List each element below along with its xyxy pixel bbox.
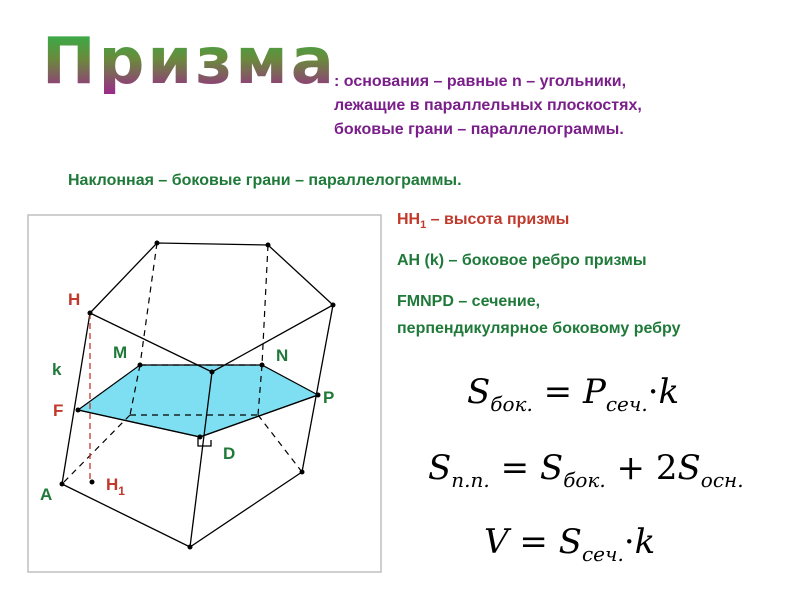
point-D [198,435,203,440]
point-H [88,311,93,316]
edge-AH [62,313,90,484]
f2-S: S [428,448,452,488]
f2-sub2: бок. [563,467,606,492]
label-H1-main: H [106,475,119,494]
vertex-top-3 [331,303,336,308]
vertex-bottom-2 [300,470,305,475]
label-H: H [68,290,81,309]
f1-dot: · [647,372,659,412]
definition-line-1: : основания – равные n – угольники, [334,73,627,90]
height-prefix: HH [397,211,421,228]
f2-S3: S [677,448,701,488]
inclined-prism-text: Наклонная – боковые грани – параллелограммы. [68,172,462,189]
formula-volume [484,522,655,566]
point-P [316,393,321,398]
f2-sub1: п.п. [451,467,490,492]
f1-k: k [658,372,680,412]
definition-line-3: боковые грани – параллелограммы. [334,121,624,138]
height-sub: 1 [420,219,427,232]
hidden-base-3 [258,415,302,472]
f1-eq: = [532,372,583,412]
f3-dot: · [623,522,635,562]
formula-lateral-area [467,372,679,416]
formula-full-area [428,448,744,492]
vertex-top-1 [155,241,160,246]
point-N [260,363,265,368]
label-F: F [53,401,64,420]
definition-line-2: лежащие в параллельных плоскостях, [334,97,642,114]
vertex-bottom-1 [188,545,193,550]
label-M: M [113,343,128,362]
label-k: k [52,360,62,379]
f1-P: P [582,372,606,412]
f3-V: V [484,522,509,562]
f3-S: S [558,522,582,562]
point-M [138,363,143,368]
f1-S: S [467,372,491,412]
section-text-1: FMNPD – сечение, [397,293,541,310]
label-D: D [223,444,236,463]
point-A [60,482,65,487]
label-H1 [106,475,125,498]
hidden-edge-3 [262,245,268,365]
f2-S2: S [539,448,564,488]
vertex-top-2 [266,243,271,248]
f3-sub1: сеч. [581,541,624,566]
label-N: N [276,346,289,365]
label-P: P [323,388,335,407]
f2-eq: = [489,448,540,488]
vertex-top-4 [210,370,215,375]
bottom-base-front [62,472,302,547]
hidden-edge-1 [140,243,157,365]
page-title: Призма [42,25,337,99]
height-rest: – высота призмы [426,211,570,228]
f2-sub3: осн. [700,467,744,492]
section-polygon [78,365,318,437]
edge-text: AH (k) – боковое ребро призмы [397,252,647,269]
section-text-2: перпендикулярное боковому ребру [397,320,681,337]
label-H1-sub: 1 [118,484,125,498]
point-F [76,408,81,413]
label-A: A [40,485,53,504]
f3-eq: = [508,522,559,562]
f3-k: k [634,522,656,562]
f1-sub1: бок. [490,391,533,416]
f1-sub2: сеч. [605,391,648,416]
point-H1 [90,480,95,485]
f2-plus: + 2 [605,448,678,488]
